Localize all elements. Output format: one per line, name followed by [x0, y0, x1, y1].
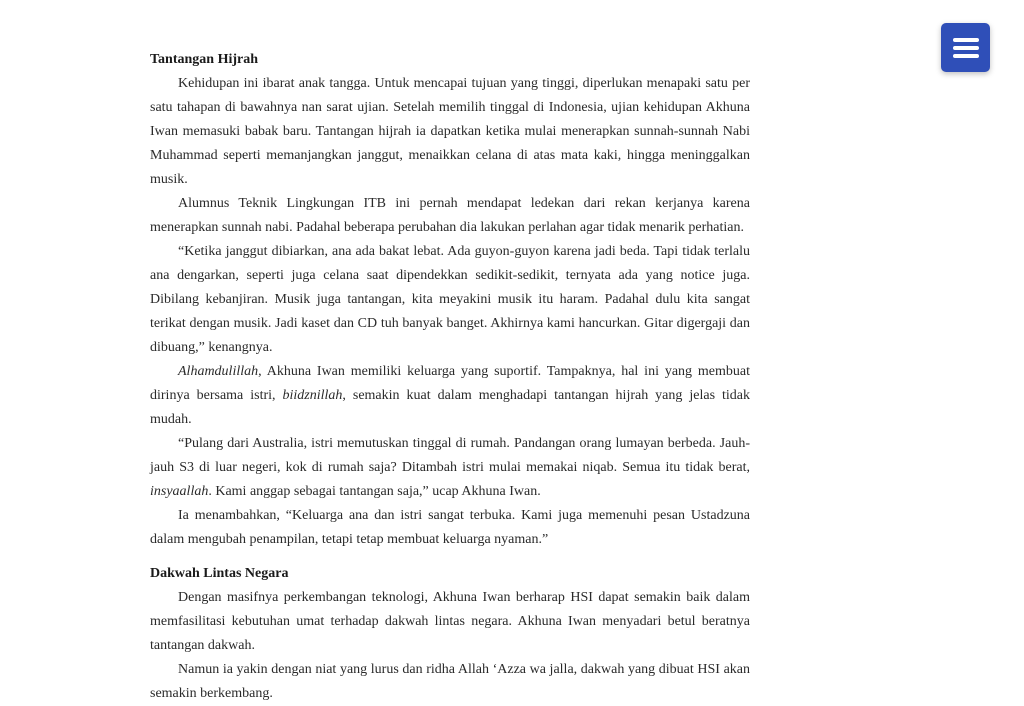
- paragraph: [150, 586, 750, 658]
- menu-button[interactable]: [941, 23, 990, 72]
- paragraph-text: , Akhuna Iwan memiliki keluarga yang suportif. Tampaknya, hal ini yang membuat dirinya bersama istri,: [150, 364, 750, 403]
- paragraph: [150, 432, 750, 504]
- paragraph-text: Dengan masifnya perkembangan teknologi, Akhuna Iwan berharap HSI dapat semakin baik dalam memfasilitasi kebutuhan umat terhadap dakwah lintas negara. Akhuna Iwan menyadari betul beratnya tantangan dakwah.: [150, 590, 750, 653]
- paragraph-text: Ia menambahkan, “Keluarga ana dan istri sangat terbuka. Kami juga memenuhi pesan Ustadzuna dalam mengubah penampilan, tetapi tetap membuat keluarga nyaman.”: [150, 508, 750, 547]
- paragraph: [150, 192, 750, 240]
- menu-icon-bar: [953, 46, 979, 50]
- italic-term: Alhamdulillah: [178, 364, 259, 379]
- hamburger-menu-icon: [953, 38, 979, 58]
- paragraph-text: “Pulang dari Australia, istri memutuskan tinggal di rumah. Pandangan orang lumayan berbeda. Jauh-jauh S3 di luar negeri, kok di rumah saja? Ditambah istri mulai memakai niqab. Semua itu tidak berat,: [150, 436, 750, 475]
- paragraph-text: Kehidupan ini ibarat anak tangga. Untuk mencapai tujuan yang tinggi, diperlukan menapaki satu per satu tahapan di bawahnya nan sarat ujian. Setelah memilih tinggal di Indonesia, ujian kehidupan Akhuna Iwan memasuki babak baru. Tantangan hijrah ia dapatkan ketika mulai menerapkan sunnah-sunnah Nabi Muhammad seperti memanjangkan janggut, menaikkan celana di atas mata kaki, hingga meninggalkan musik.: [150, 76, 750, 187]
- paragraph: [150, 504, 750, 552]
- paragraph-text: . Kami anggap sebagai tantangan saja,” ucap Akhuna Iwan.: [208, 484, 541, 499]
- paragraph-text: Alumnus Teknik Lingkungan ITB ini pernah mendapat ledekan dari rekan kerjanya karena menerapkan sunnah nabi. Padahal beberapa perubahan dia lakukan perlahan agar tidak menarik perhatian.: [150, 196, 750, 235]
- paragraph-text: , semakin kuat dalam menghadapi tantangan hijrah yang jelas tidak mudah.: [150, 388, 750, 427]
- section-gap: [150, 552, 750, 562]
- paragraph: [150, 240, 750, 360]
- article-body: [150, 48, 750, 706]
- paragraph: [150, 360, 750, 432]
- italic-term: biidznillah: [282, 388, 343, 403]
- paragraph: [150, 72, 750, 192]
- paragraph-text: Namun ia yakin dengan niat yang lurus dan ridha Allah ‘Azza wa jalla, dakwah yang dibuat HSI akan semakin berkembang.: [150, 662, 750, 701]
- section-heading: Tantangan Hijrah: [150, 52, 259, 67]
- section-heading: Dakwah Lintas Negara: [150, 566, 289, 581]
- menu-icon-bar: [953, 54, 979, 58]
- italic-term: insyaallah: [150, 484, 209, 499]
- menu-icon-bar: [953, 38, 979, 42]
- paragraph-text: “Ketika janggut dibiarkan, ana ada bakat lebat. Ada guyon-guyon karena jadi beda. Tapi tidak terlalu ana dengarkan, seperti juga celana saat dipendekkan sedikit-sedikit, ternyata ada yang notice juga. Dibilang kebanjiran. Musik juga tantangan, kita meyakini musik itu haram. Padahal dulu kita sangat terikat dengan musik. Jadi kaset dan CD tuh banyak banget. Akhirnya kami hancurkan. Gitar digergaji dan dibuang,” kenangnya.: [150, 244, 750, 355]
- paragraph: [150, 658, 750, 706]
